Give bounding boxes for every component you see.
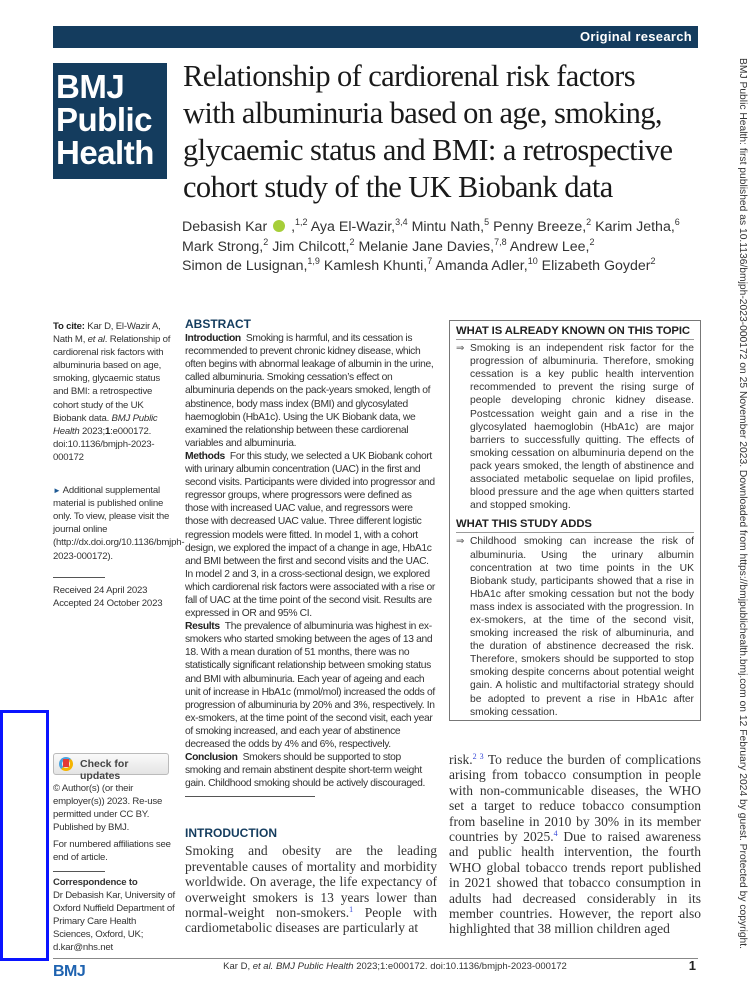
introduction-section: [185, 826, 437, 936]
author-name: Mintu Nath: [411, 219, 481, 235]
abstract-section-label: Results: [185, 621, 220, 633]
article-info: [53, 782, 175, 954]
author-name: Andrew Lee: [509, 238, 586, 255]
author-name: Karim Jetha: [595, 219, 671, 235]
affiliation-number: 2: [589, 236, 595, 247]
citation-text: :e000172. doi:10.1136/bmjph-2023-000172: [53, 425, 155, 463]
footer-citation: [0, 961, 750, 972]
divider: [53, 871, 105, 872]
footer-etal: et al.: [252, 961, 274, 972]
supplemental-text[interactable]: Additional supplemental material is published online only. To view, please visit the journal online (http://dx.doi.org/10.1136/bmjph-2023-000172).: [53, 485, 185, 562]
abstract-heading: ABSTRACT: [185, 317, 251, 331]
author-list: Debasish Kar ,$^{1,2}$ Aya El-Wazir,$^{3,4}$ Mintu Nath,$^5$ Penny Breeze,$^2$ Karim Jetha,$^6$ Mark Strong,$^2$ Jim Chilcott,$^2$ Melanie Jane Davies,$^{7,8}$ Andrew Lee,$^2$ Simon de Lusignan,$^{1,9}$ Kamlesh Khunti,$^7$ Amanda Adler,$^{10}$ Elizabeth Goyder$^2$: [182, 217, 680, 274]
logo-line: BMJ: [56, 68, 125, 105]
author-name: Aya El-Wazir: [310, 219, 392, 235]
page-number: 1: [688, 958, 696, 973]
abstract-methods: [185, 450, 437, 620]
section-label: Original research: [579, 29, 692, 44]
citation-sidebar: [53, 320, 185, 610]
bmj-logo: BMJ: [53, 963, 86, 980]
abstract-section-text: For this study, we selected a UK Biobank cohort with urinary albumin concentration (UAC) in the first and second visits. Participants were divided into progressor and regressor groups, where progressors were defined as those with increased UAC value, and regressors were those with decreased UAC value. Three different logistic regression models were fitted. In model 1, with a cohort design, we explored the impact of a change in age, HbA1c and BMI between the first and second visits and the UAC. In model 2 and 3, in a cross-sectional design, we explored which cardiorenal risk factors were associated with a rise or fall of UAC at the time point of the second visit. Results are expressed in OR and 95% CI.: [185, 450, 435, 620]
section-banner: [53, 26, 698, 48]
abstract-section-text: Smokers should be supported to stop smoking and remain abstinent despite short-term weight gain. Childhood smoking should be actively discouraged.: [185, 752, 426, 790]
footer-text: 2023;1:e000172. doi:10.1136/bmjph-2023-000172: [353, 961, 567, 972]
body-text: Smoking and obesity are the leading preventable causes of mortality and morbidity worldwide. On average, the life expectancy of overweight smokers is 13 years lower than normal-weight non-smokers.: [185, 843, 437, 921]
triangle-icon: ►: [53, 486, 61, 496]
abstract: [185, 318, 437, 797]
copyright-notice: © Author(s) (or their employer(s)) 2023. Re-use permitted under CC BY. Published by BMJ.: [53, 783, 163, 834]
affiliation-number: 3,4: [395, 217, 408, 227]
correspondence-text: Dr Debasish Kar, University of Oxford Nuffield Department of Primary Care Health Sciences, Oxford, UK; d.kar@nhs.net: [53, 889, 175, 954]
citation-text: . Relationship of cardiorenal risk factors with albuminuria based on age, smoking, glycaemic status and BMI: a retrospective cohort study of the UK Biobank data.: [53, 334, 171, 424]
divider: [185, 796, 315, 797]
citation: [53, 320, 175, 464]
body-text: People with cardiometabolic diseases are particularly at: [185, 905, 438, 936]
abstract-section-text: Smoking is harmful, and its cessation is recommended to prevent chronic kidney disease, which often begins with abnormal leakage of albumin in the urine, called albuminuria. Smoking cessation’s effect on albuminuria depends on the pack-years smoked, length of abstinence, body mass index (BMI) and glycosylated haemoglobin (HbA1c). Using the UK Biobank data, we examined the relationship between these cardiorenal variables and albuminuria.: [185, 333, 434, 449]
affiliations-note: For numbered affiliations see end of article.: [53, 839, 171, 864]
orcid-icon[interactable]: [273, 220, 285, 232]
correspondence-label: Correspondence to: [53, 876, 138, 888]
affiliation-number: 10: [527, 256, 538, 266]
citation-etal: et al: [87, 334, 105, 346]
journal-logo: [53, 63, 167, 179]
introduction-heading: INTRODUCTION: [185, 826, 277, 840]
abstract-section-label: Methods: [185, 450, 225, 462]
author-name: Amanda Adler: [435, 258, 524, 274]
margin-note-text: BMJ Public Health: first published as 10.1136/bmjph-2023-000172 on 25 November 2023. Downloaded from https://bmjpublichealth.bmj.com on 12 February 2024 by guest. Protected by copyright.: [737, 58, 748, 949]
abstract-section-label: Introduction: [185, 333, 241, 345]
check-for-updates-button[interactable]: [53, 753, 169, 782]
highlight-frame: [0, 710, 49, 961]
known-heading: WHAT IS ALREADY KNOWN ON THIS TOPIC: [456, 325, 694, 340]
footer-divider: [53, 958, 698, 959]
affiliation-number: 7: [427, 256, 433, 266]
reference-link[interactable]: 2 3: [472, 752, 484, 761]
known-text: Smoking is an independent risk factor for the progression of albuminuria. Therefore, smoking cessation is a key public health intervention recommended to prevent the rising surge of people developing chronic kidney disease. Postcessation weight gain and a rise in the glycosylated haemoglobin (HbA1c) are major barriers to successfully quitting. The effects of smoking cessation on albuminuria depend on the pack years smoked, the length of abstinence and associated metabolic sequelae on lipid profiles, blood pressure and the age when quitters started and stopped smoking.: [470, 343, 694, 512]
logo-line: Public: [56, 101, 153, 138]
affiliation-number: 1,9: [307, 256, 320, 266]
abstract-introduction: [185, 332, 437, 450]
body-text: Due to raised awareness and public health intervention, the fourth WHO global tobacco trends report published in 2021 showed that tobacco consumption in adults had decreased considerably in its member countries. However, the report also highlighted that 38 million children aged: [449, 829, 701, 937]
abstract-results: [185, 620, 437, 751]
affiliation-number: 7,8: [494, 236, 507, 247]
affiliation-number: 1,2: [295, 217, 308, 227]
reference-link[interactable]: 4: [553, 829, 558, 839]
known-item: [456, 342, 694, 512]
author-name: Mark Strong: [182, 238, 260, 255]
supplemental-note: [53, 484, 185, 563]
accepted-date: Accepted 24 October 2023: [53, 597, 163, 609]
author-name: Kamlesh Khunti: [323, 258, 424, 274]
affiliation-number: 2: [263, 236, 269, 247]
citation-text: 2023;: [79, 425, 106, 437]
margin-note: [735, 58, 749, 958]
affiliation-number: 6: [674, 217, 680, 227]
crossmark-icon: [59, 757, 73, 771]
body-column-2: [449, 752, 701, 937]
abstract-conclusion: [185, 751, 437, 790]
body-text: risk.: [449, 752, 473, 767]
adds-item: [456, 535, 694, 718]
check-for-updates-label: Check for updates: [80, 758, 129, 782]
citation-volume: 1: [105, 425, 111, 437]
adds-text: Childhood smoking can increase the risk of albuminuria. Using the urinary albumin concentration at two time points in the UK Biobank study, participants showed that a rise in HbA1c after smoking cessation but not the body mass index is associated with the progression. In ex-smokers, at the time of the second visit, smoking increased the risk of albuminuria, and the duration of abstinence decreased the risk. Therefore, smokers should be supported to stop smoking despite concerns about potential weight gain. A holistic and multifactorial strategy should be adopted to prevent a rise in HbA1c after smoking cessation.: [470, 536, 694, 718]
footer-text: Kar D,: [223, 961, 253, 972]
article-title: Relationship of cardiorenal risk factors with albuminuria based on age, smoking, glycaemic status and BMI: a retrospective cohort study of the UK Biobank data: [183, 59, 673, 204]
summary-box: [449, 320, 701, 721]
body-text: To reduce the burden of complications arising from tobacco consumption in people with non-communicable diseases, the WHO set a target to reduce tobacco consumption from baseline in 2010 by 30% in its member countries by 2025.: [449, 752, 701, 845]
citation-journal: BMJ Public Health: [53, 412, 158, 437]
author-name: Debasish Kar: [182, 219, 268, 235]
author-name: Melanie Jane Davies: [358, 238, 491, 255]
abstract-section-label: Conclusion: [185, 752, 238, 764]
author-name: Penny Breeze: [493, 219, 583, 235]
footer-journal: BMJ Public Health: [273, 961, 354, 972]
adds-heading: WHAT THIS STUDY ADDS: [456, 518, 694, 533]
affiliation-number: 2: [349, 236, 355, 247]
received-date: Received 24 April 2023: [53, 584, 148, 596]
arrow-icon: ⇒: [456, 343, 465, 355]
affiliation-number: 5: [484, 217, 490, 227]
author-name: Elizabeth Goyder: [541, 258, 651, 274]
abstract-section-text: The prevalence of albuminuria was highest in ex-smokers who started smoking between the ages of 13 and 18. With a mean duration of 51 months, there was no statistically significant relationship between smoking status and BMI with albuminuria. Each year of ageing and each unit of increase in HbA1c (mmol/mol) increased the odds of progression of albuminuria by 20% and 3%, respectively. In ex-smokers, at the time point of the second visit, each year of smoking increased, and each year of abstinence decreased the odds by 4% and 6%, respectively.: [185, 621, 435, 750]
reference-link[interactable]: 1: [349, 905, 354, 915]
divider: [53, 577, 105, 578]
author-name: Jim Chilcott: [272, 238, 346, 255]
arrow-icon: ⇒: [456, 536, 465, 548]
logo-line: Health: [56, 134, 154, 171]
citation-label: To cite:: [53, 321, 85, 332]
author-name: Simon de Lusignan: [182, 258, 304, 274]
citation-text: Kar D, El-Wazir A, Nath M,: [53, 321, 161, 346]
affiliation-number: 2: [650, 256, 656, 266]
affiliation-number: 2: [586, 217, 592, 227]
